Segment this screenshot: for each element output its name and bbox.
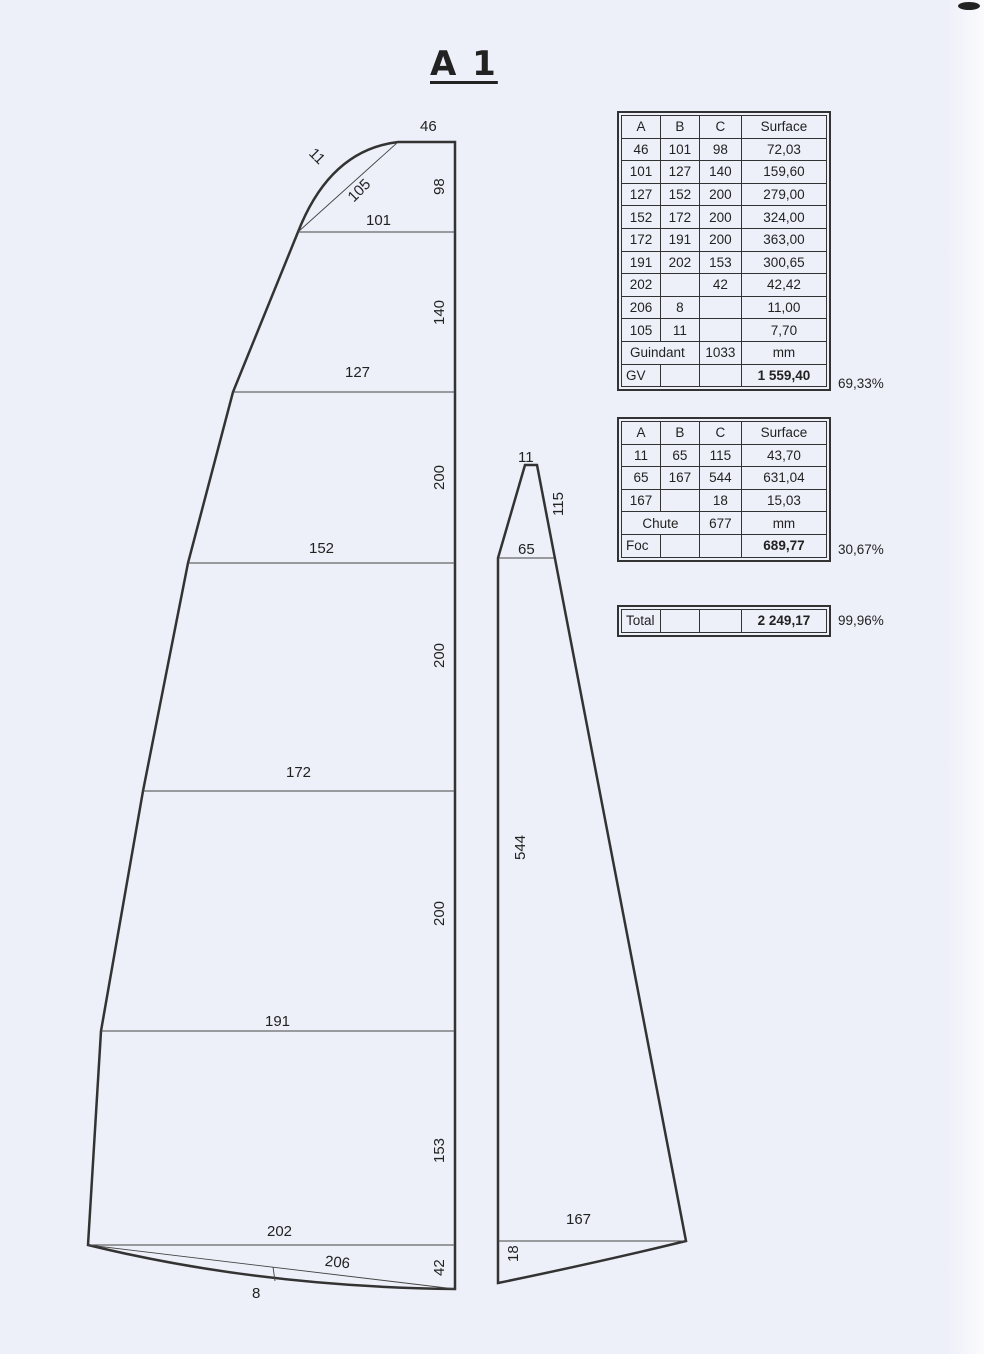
gv-guindant-label [622, 341, 700, 364]
foc-header-surface: Surface [741, 422, 826, 445]
table-row [622, 296, 827, 319]
table-cell: 43,70 [741, 444, 826, 467]
table-row [622, 444, 827, 467]
gv-header-c: C [699, 116, 741, 139]
foc-chute-value: 677 [699, 512, 741, 535]
label-height-140: 140 [431, 299, 448, 325]
gv-surface-table [621, 115, 827, 387]
mainsail-foot-chord [88, 1245, 455, 1289]
table-cell: 7,70 [741, 319, 826, 342]
gv-guindant-unit: mm [741, 341, 826, 364]
table-cell: 15,03 [741, 489, 826, 512]
table-cell [660, 364, 699, 387]
table-cell: 65 [660, 444, 699, 467]
foc-chute-unit: mm [741, 512, 826, 535]
table-cell: 202 [622, 274, 661, 297]
gv-header-surface: Surface [741, 116, 826, 139]
table-cell: 8 [660, 296, 699, 319]
table-cell: 159,60 [741, 161, 826, 184]
table-cell: 152 [660, 183, 699, 206]
table-cell: 200 [699, 183, 741, 206]
table-cell: 172 [622, 228, 661, 251]
table-row [622, 319, 827, 342]
gv-guindant-value: 1033 [699, 341, 741, 364]
table-cell: 191 [660, 228, 699, 251]
table-cell [699, 296, 741, 319]
table-cell: 200 [699, 206, 741, 229]
table-row [622, 274, 827, 297]
gv-header-b: B [660, 116, 699, 139]
table-row [622, 161, 827, 184]
table-cell: 544 [699, 467, 741, 490]
jib-outline [498, 465, 686, 1283]
foc-header-b: B [660, 422, 699, 445]
corner-mark [958, 2, 980, 10]
table-cell [699, 534, 741, 557]
table-cell: 140 [699, 161, 741, 184]
foc-total-value: 689,77 [741, 534, 826, 557]
label-width-46: 46 [420, 118, 437, 135]
table-cell: 279,00 [741, 183, 826, 206]
table-cell: 631,04 [741, 467, 826, 490]
gv-total-label: GV [622, 364, 661, 387]
page-edge-shadow [946, 0, 984, 1354]
grand-total-table [621, 609, 827, 633]
table-cell [660, 489, 699, 512]
gv-header-a: A [622, 116, 661, 139]
table-cell: 206 [622, 296, 661, 319]
table-row [622, 251, 827, 274]
foc-total-label: Foc [622, 534, 661, 557]
table-cell: 98 [699, 138, 741, 161]
table-cell: 105 [622, 319, 661, 342]
table-row [622, 206, 827, 229]
table-row [622, 467, 827, 490]
label-width-101: 101 [366, 212, 392, 229]
table-cell: 152 [622, 206, 661, 229]
table-cell: 191 [622, 251, 661, 274]
table-cell: 72,03 [741, 138, 826, 161]
foc-surface-table [621, 421, 827, 558]
jib-label-544: 544 [512, 834, 529, 860]
jib-label-top-11: 11 [518, 449, 534, 466]
label-width-202: 202 [267, 1223, 293, 1240]
label-width-191: 191 [265, 1013, 291, 1030]
foc-header-a: A [622, 422, 661, 445]
jib-label-167: 167 [566, 1211, 592, 1228]
label-width-127: 127 [345, 364, 371, 381]
table-cell: 324,00 [741, 206, 826, 229]
table-cell: 115 [699, 444, 741, 467]
label-height-98: 98 [431, 178, 448, 195]
table-cell: 18 [699, 489, 741, 512]
table-cell: 172 [660, 206, 699, 229]
table-cell: 300,65 [741, 251, 826, 274]
jib-label-18: 18 [505, 1245, 522, 1262]
grand-total-label: Total [622, 610, 661, 633]
gv-header-row [622, 116, 827, 139]
table-cell [660, 610, 699, 633]
table-cell: 42 [699, 274, 741, 297]
table-cell: 127 [622, 183, 661, 206]
table-cell: 363,00 [741, 228, 826, 251]
table-cell: 167 [660, 467, 699, 490]
grand-total-percent: 99,96% [838, 613, 884, 628]
table-cell [660, 534, 699, 557]
guindant-label: Guindant [630, 345, 685, 361]
gv-total-value: 1 559,40 [741, 364, 826, 387]
table-cell: 46 [622, 138, 661, 161]
table-cell: 42,42 [741, 274, 826, 297]
label-width-172: 172 [286, 764, 312, 781]
table-cell: 11 [660, 319, 699, 342]
table-cell [660, 274, 699, 297]
page-title: A 1 [430, 44, 498, 84]
label-height-200a: 200 [431, 464, 448, 490]
gv-guindant-row [622, 341, 827, 364]
table-cell: 101 [660, 138, 699, 161]
foc-percent: 30,67% [838, 542, 884, 557]
table-cell [699, 610, 741, 633]
table-cell: 153 [699, 251, 741, 274]
gv-percent: 69,33% [838, 376, 884, 391]
table-cell: 167 [622, 489, 661, 512]
foc-chute-label: Chute [622, 512, 700, 535]
foc-chute-row [622, 512, 827, 535]
label-width-152: 152 [309, 540, 335, 557]
label-height-200c: 200 [431, 900, 448, 926]
label-foot-roach-8: 8 [252, 1285, 261, 1302]
table-cell [699, 364, 741, 387]
table-cell: 65 [622, 467, 661, 490]
foc-header-c: C [699, 422, 741, 445]
label-head-roach-11: 11 [305, 144, 329, 169]
jib-label-115: 115 [550, 492, 567, 516]
foc-header-row [622, 422, 827, 445]
table-cell: 101 [622, 161, 661, 184]
label-height-153: 153 [431, 1137, 448, 1163]
table-row [622, 138, 827, 161]
jib-label-65: 65 [518, 541, 535, 558]
table-cell: 202 [660, 251, 699, 274]
table-row [622, 183, 827, 206]
grand-total-value: 2 249,17 [741, 610, 826, 633]
table-cell: 127 [660, 161, 699, 184]
foc-total-row [622, 534, 827, 557]
table-row [622, 489, 827, 512]
table-cell: 11 [622, 444, 661, 467]
mainsail-outline [88, 142, 455, 1289]
label-width-206: 206 [324, 1252, 351, 1273]
table-cell: 11,00 [741, 296, 826, 319]
table-cell: 200 [699, 228, 741, 251]
label-head-chord-105: 105 [344, 175, 375, 206]
grand-total-row [622, 610, 827, 633]
table-cell [699, 319, 741, 342]
label-height-42: 42 [431, 1259, 448, 1276]
gv-total-row [622, 364, 827, 387]
label-height-200b: 200 [431, 642, 448, 668]
table-row [622, 228, 827, 251]
